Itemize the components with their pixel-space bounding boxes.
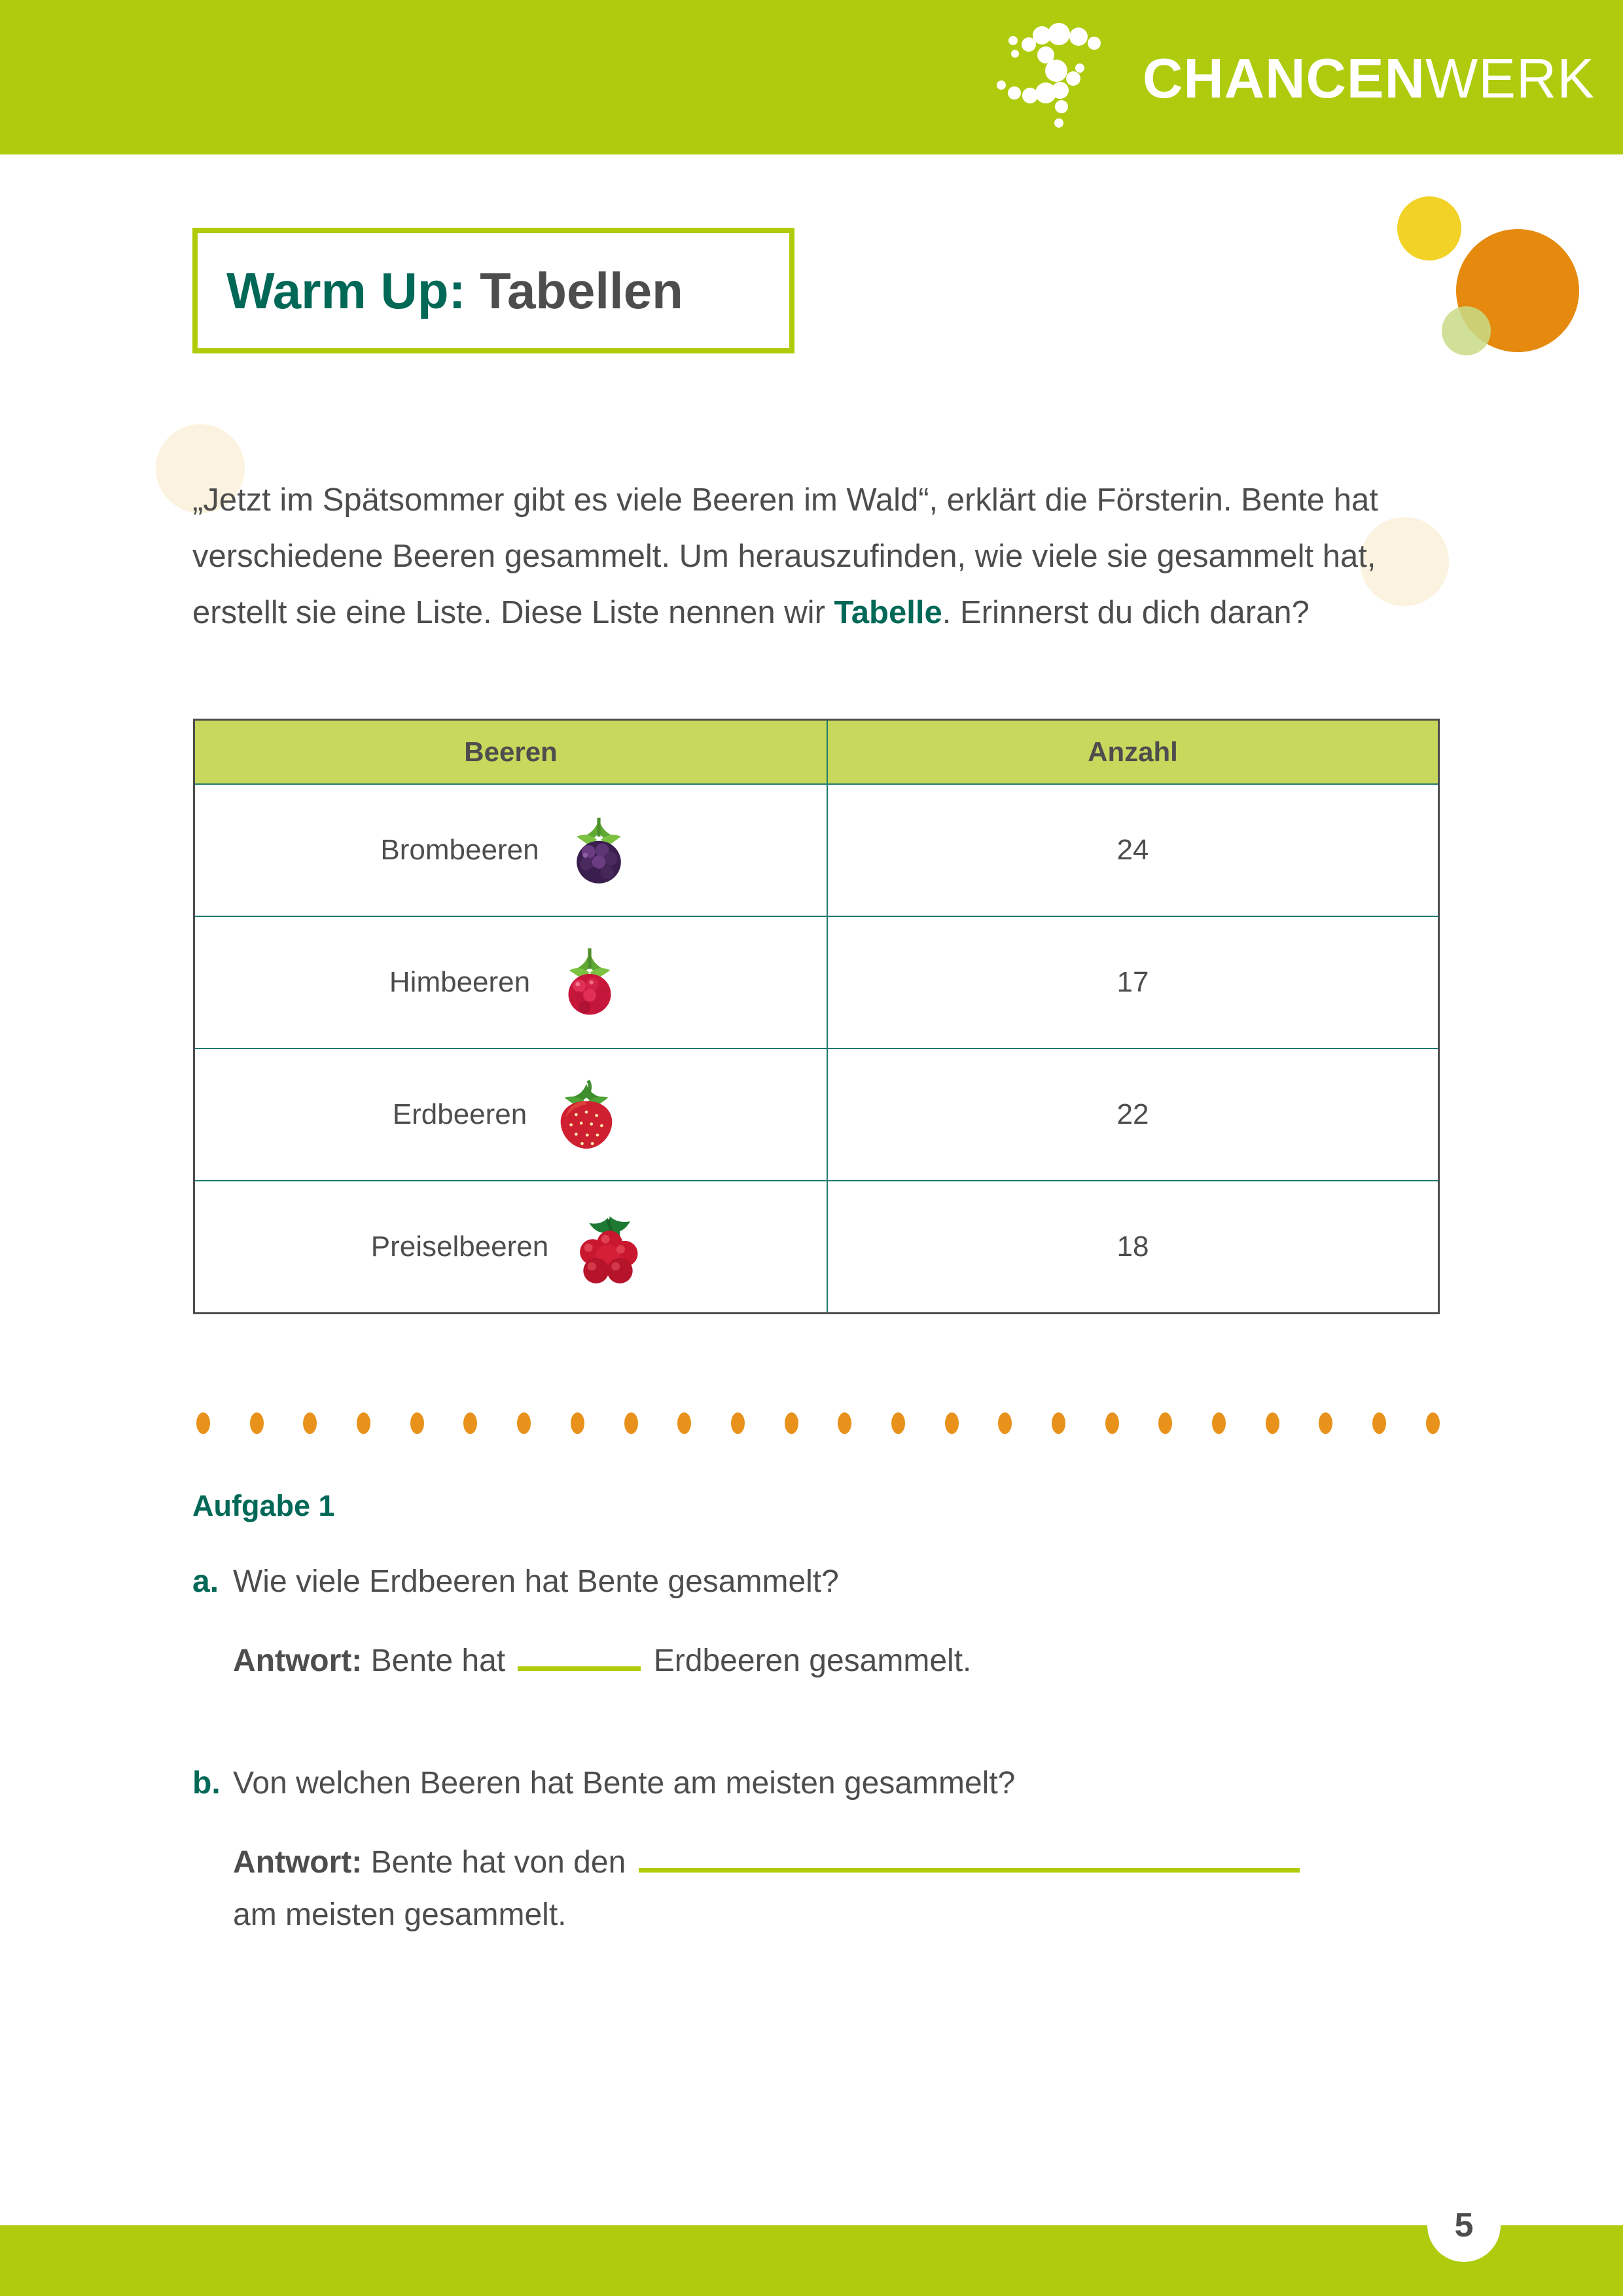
table-cell-berry-name xyxy=(194,1181,828,1314)
berry-name-label: Erdbeeren xyxy=(392,1098,527,1130)
lingonberry-icon xyxy=(565,1204,651,1289)
question-letter-a: a. xyxy=(192,1564,219,1599)
header-bar xyxy=(0,0,1623,154)
question-text-a: Wie viele Erdbeeren hat Bente gesammelt? xyxy=(233,1564,839,1599)
answer-blank-b[interactable] xyxy=(639,1868,1300,1873)
decorative-circle-light-green xyxy=(1442,306,1491,355)
decorative-circle-yellow xyxy=(1397,196,1461,260)
divider-dot xyxy=(624,1412,638,1434)
divider-dot xyxy=(1212,1412,1226,1434)
question-letter-b: b. xyxy=(192,1766,221,1801)
answer-post-a: Erdbeeren gesammelt. xyxy=(645,1643,972,1678)
table-cell-count: 18 xyxy=(827,1181,1439,1314)
divider-dot xyxy=(571,1412,584,1434)
dot-divider xyxy=(196,1412,1440,1434)
brand-logo xyxy=(988,13,1603,144)
intro-paragraph xyxy=(192,472,1462,641)
table-row xyxy=(194,1181,1439,1314)
answer-label-b: Antwort: xyxy=(233,1845,363,1880)
strawberry-icon xyxy=(544,1072,629,1157)
divider-dot xyxy=(196,1412,210,1434)
table-row xyxy=(194,784,1439,916)
answer-tail-b: am meisten gesammelt. xyxy=(233,1897,567,1932)
berry-name-label: Brombeeren xyxy=(380,834,539,866)
divider-dot xyxy=(998,1412,1012,1434)
dotted-swirl-logo-icon xyxy=(988,13,1126,144)
divider-dot xyxy=(945,1412,959,1434)
blackberry-icon xyxy=(556,808,641,893)
raspberry-icon xyxy=(547,940,632,1025)
answer-line-a xyxy=(233,1635,1462,1687)
intro-keyword: Tabelle xyxy=(834,595,942,630)
exercise-item-a xyxy=(192,1558,1462,1687)
divider-dot xyxy=(785,1412,798,1434)
question-line-a xyxy=(192,1558,1462,1606)
divider-dot xyxy=(303,1412,317,1434)
divider-dot xyxy=(731,1412,745,1434)
divider-dot xyxy=(838,1412,851,1434)
table-cell-count: 24 xyxy=(827,784,1439,916)
table-cell-berry-name xyxy=(194,916,828,1049)
intro-text-part1: „Jetzt im Spätsommer gibt es viele Beeren im Wald“, erklärt die Försterin. Bente hat verschiedene Beeren gesammelt. Um herauszufinden, wie viele sie gesammelt hat, erstellt sie eine Liste. Diese Liste nennen wir xyxy=(192,482,1378,630)
table-header-anzahl: Anzahl xyxy=(827,720,1439,785)
page-title-rest: Tabellen xyxy=(465,262,683,319)
question-line-b xyxy=(192,1759,1462,1808)
berry-table xyxy=(193,719,1440,1314)
answer-label-a: Antwort: xyxy=(233,1643,363,1678)
table-cell-berry-name xyxy=(194,784,828,916)
page-title-box xyxy=(192,228,794,353)
answer-line-b xyxy=(233,1837,1462,1941)
divider-dot xyxy=(1052,1412,1065,1434)
divider-dot xyxy=(1266,1412,1279,1434)
table-header-beeren: Beeren xyxy=(194,720,828,785)
divider-dot xyxy=(463,1412,477,1434)
berry-name-label: Preiselbeeren xyxy=(370,1230,549,1263)
divider-dot xyxy=(357,1412,370,1434)
divider-dot xyxy=(1319,1412,1332,1434)
exercise-item-b xyxy=(192,1759,1462,1941)
divider-dot xyxy=(677,1412,691,1434)
exercise-section-title: Aufgabe 1 xyxy=(192,1489,335,1522)
divider-dot xyxy=(1158,1412,1172,1434)
table-row xyxy=(194,1049,1439,1181)
divider-dot xyxy=(1426,1412,1440,1434)
answer-pre-b: Bente hat von den xyxy=(362,1845,635,1880)
answer-pre-a: Bente hat xyxy=(362,1643,514,1678)
answer-blank-a[interactable] xyxy=(518,1666,641,1671)
question-text-b: Von welchen Beeren hat Bente am meisten gesammelt? xyxy=(233,1766,1016,1801)
divider-dot xyxy=(517,1412,531,1434)
page-title xyxy=(226,262,683,319)
divider-dot xyxy=(410,1412,424,1434)
table-row xyxy=(194,916,1439,1049)
divider-dot xyxy=(1105,1412,1119,1434)
table-header-row xyxy=(194,720,1439,785)
divider-dot xyxy=(250,1412,264,1434)
page-number-badge: 5 xyxy=(1427,2189,1501,2262)
table-cell-count: 22 xyxy=(827,1049,1439,1181)
intro-text-part2: . Erinnerst du dich daran? xyxy=(942,595,1310,630)
footer-bar xyxy=(0,2225,1623,2296)
divider-dot xyxy=(1372,1412,1386,1434)
brand-name-light: WERK xyxy=(1425,47,1595,110)
table-cell-count: 17 xyxy=(827,916,1439,1049)
page-title-accent: Warm Up: xyxy=(226,262,466,319)
brand-name-bold: CHANCEN xyxy=(1143,47,1425,110)
table-cell-berry-name xyxy=(194,1049,828,1181)
berry-name-label: Himbeeren xyxy=(389,966,531,998)
divider-dot xyxy=(891,1412,905,1434)
